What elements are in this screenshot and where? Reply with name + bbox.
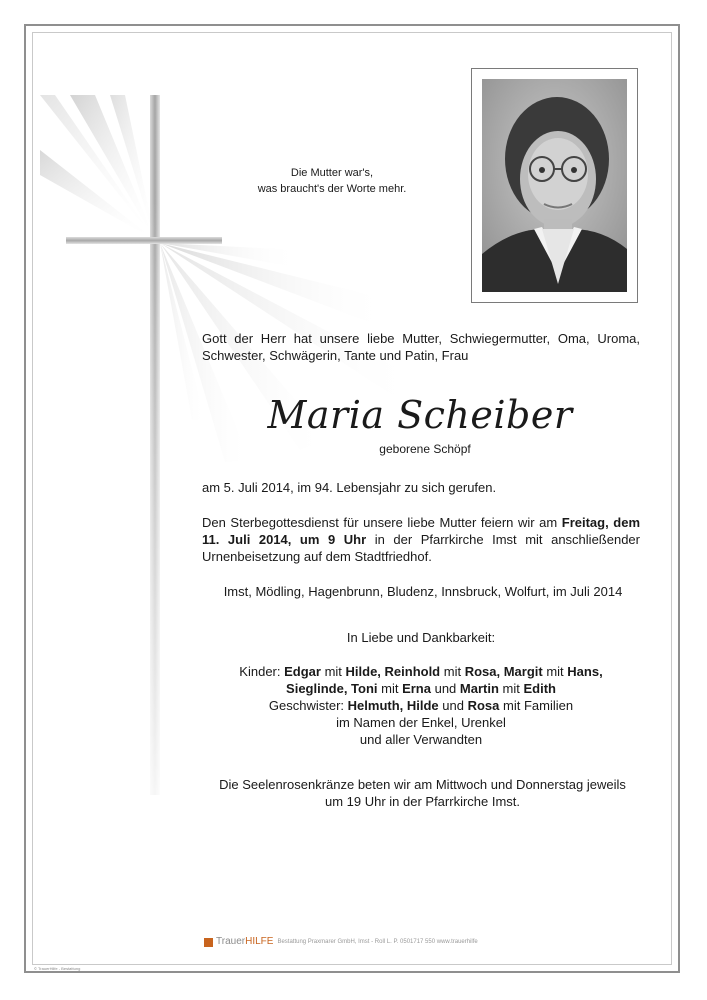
rosary-text: Die Seelenrosenkränze beten wir am Mittwoch und Donnerstag jeweils um 19 Uhr in der Pfarrkirche Imst. bbox=[219, 777, 626, 809]
intro-text: Gott der Herr hat unsere liebe Mutter, Schwiegermutter, Oma, Uroma, Schwester, Schwägerin, Tante und Patin, Frau bbox=[202, 331, 640, 363]
footer bbox=[204, 935, 534, 949]
family-list bbox=[202, 663, 640, 748]
places-date: Imst, Mödling, Hagenbrunn, Bludenz, Innsbruck, Wolfurt, im Juli 2014 bbox=[223, 584, 623, 599]
footer-contact: Bestattung Praxmarer GmbH, Imst - Roll L. P. 0501717 550 www.trauerhilfe bbox=[277, 939, 478, 945]
birth-name: geborene Schöpf bbox=[379, 442, 471, 456]
service-part-2: in der Pfarrkirche Imst mit anschließender Urnenbeisetzung auf dem Stadtfriedhof. bbox=[202, 532, 640, 564]
children-line-1: Kinder: Edgar mit Hilde, Reinhold mit Rosa, Margit mit Hans, bbox=[239, 664, 603, 679]
service-part-1: Den Sterbegottesdienst für unsere liebe Mutter feiern wir am bbox=[202, 515, 562, 530]
trauerhilfe-logo-icon bbox=[204, 938, 213, 947]
quote-line-1: Die Mutter war's, bbox=[290, 167, 374, 179]
portrait-photo bbox=[471, 68, 638, 303]
copyright: © TrauerHilfe - Bestattung bbox=[34, 966, 81, 971]
siblings-line: Geschwister: Helmuth, Hilde und Rosa mit Familien bbox=[268, 698, 574, 713]
deceased-name: Maria Scheiber bbox=[267, 393, 573, 437]
service-text bbox=[202, 514, 640, 565]
grandchildren-line: im Namen der Enkel, Urenkel bbox=[336, 715, 506, 730]
relatives-line: und aller Verwandten bbox=[359, 732, 483, 747]
quote bbox=[232, 165, 432, 197]
quote-line-2: was braucht's der Worte mehr. bbox=[257, 183, 407, 195]
service-date: Freitag, dem 11. Juli 2014, um 9 Uhr bbox=[202, 515, 640, 547]
death-text: am 5. Juli 2014, im 94. Lebensjahr zu sich gerufen. bbox=[202, 480, 497, 495]
children-line-2: Sieglinde, Toni mit Erna und Martin mit Edith bbox=[286, 681, 556, 696]
love-line: In Liebe und Dankbarkeit: bbox=[346, 630, 496, 645]
portrait-image bbox=[482, 79, 627, 292]
footer-brand: TrauerHILFE bbox=[216, 936, 274, 947]
